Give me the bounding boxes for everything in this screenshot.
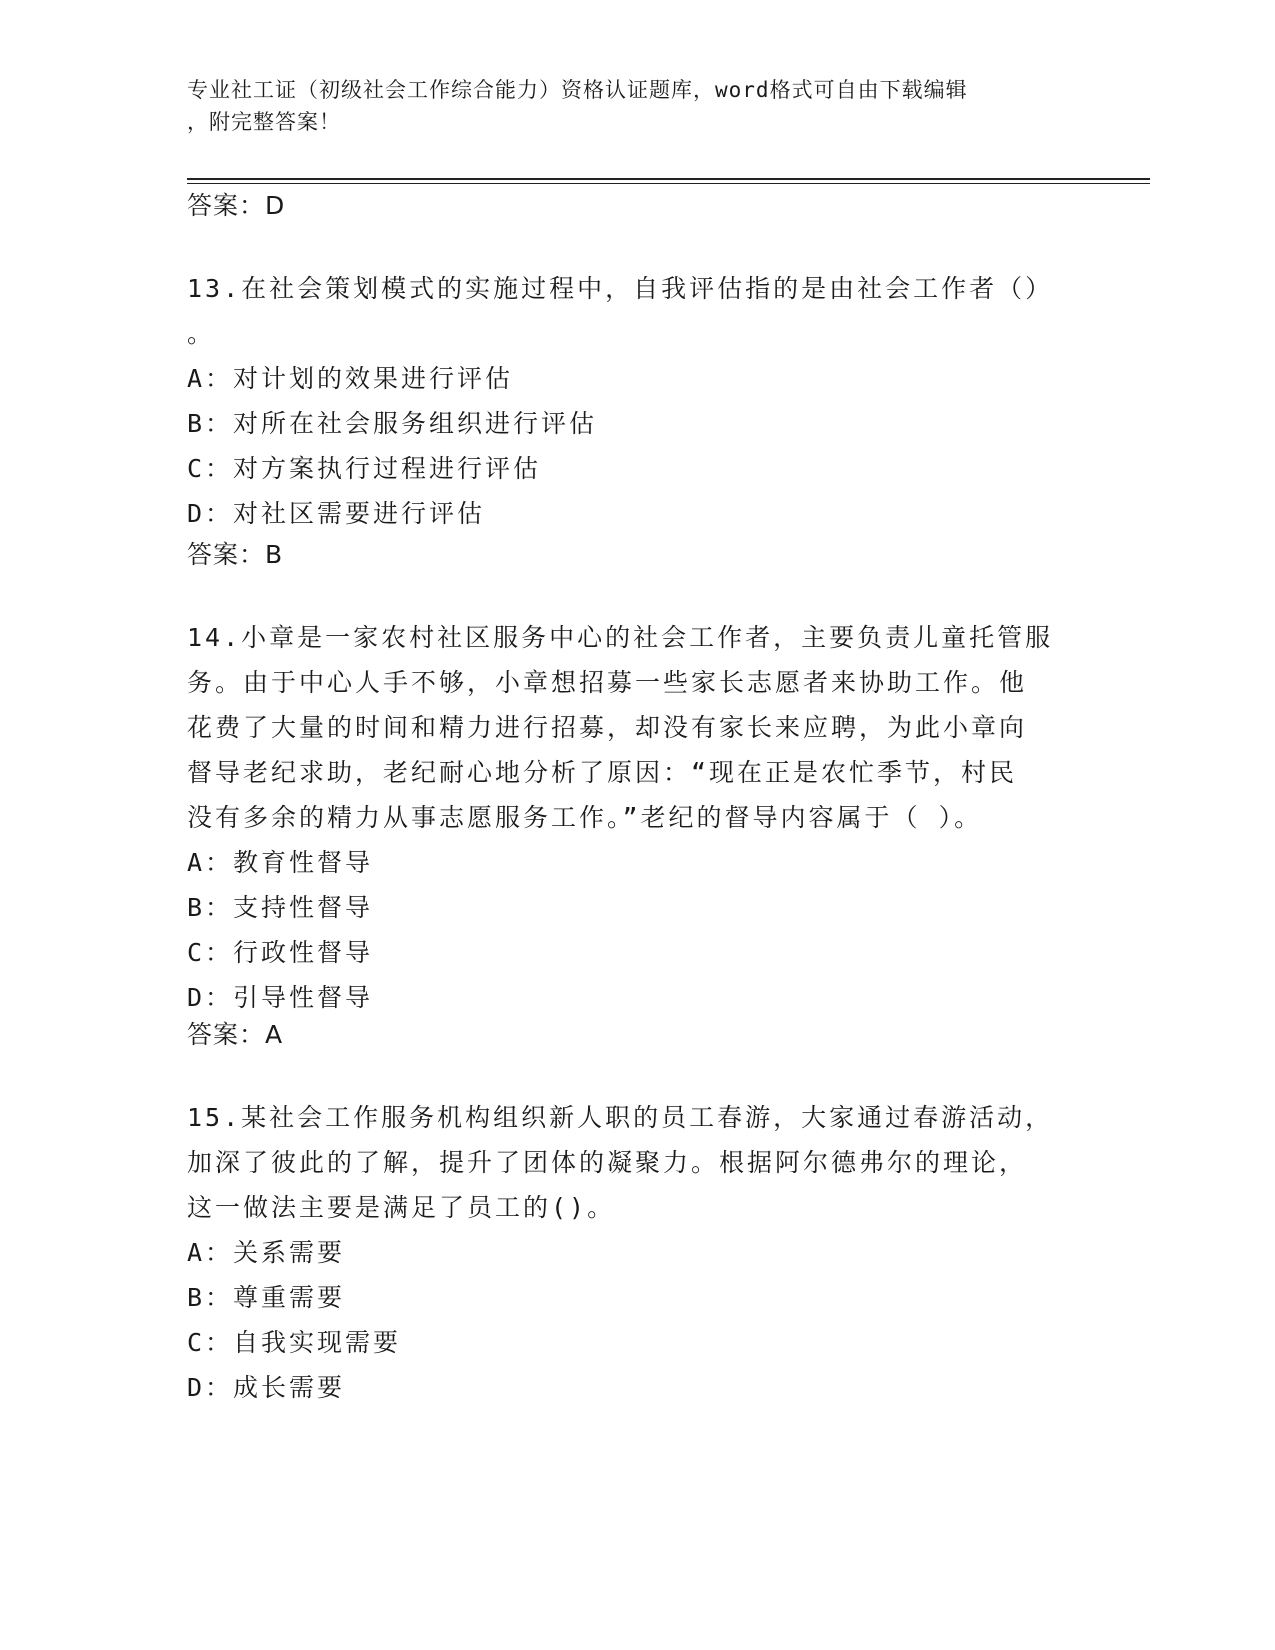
question-13 [187, 266, 1087, 536]
option-15-b: B：尊重需要 [187, 1283, 346, 1312]
option-13-a: A：对计划的效果进行评估 [187, 364, 514, 393]
document-header [187, 74, 1067, 138]
question-13-line-2: 。 [187, 319, 216, 348]
answer-12: 答案：D [187, 191, 286, 220]
option-14-d: D：引导性督导 [187, 983, 374, 1012]
question-14 [187, 615, 1087, 1020]
question-14-line-5: 没有多余的精力从事志愿服务工作。”老纪的督导内容属于（ ）。 [187, 803, 983, 832]
question-14-line-4: 督导老纪求助，老纪耐心地分析了原因：“现在正是农忙季节，村民 [187, 758, 1018, 787]
question-14-line-3: 花费了大量的时间和精力进行招募，却没有家长来应聘，为此小章向 [187, 713, 1028, 742]
question-15-line-1: 15.某社会工作服务机构组织新人职的员工春游，大家通过春游活动， [187, 1103, 1054, 1132]
question-14-line-2: 务。由于中心人手不够，小章想招募一些家长志愿者来协助工作。他 [187, 668, 1028, 697]
question-15 [187, 1095, 1087, 1410]
option-13-d: D：对社区需要进行评估 [187, 499, 486, 528]
question-14-line-1: 14.小章是一家农村社区服务中心的社会工作者，主要负责儿童托管服 [187, 623, 1054, 652]
option-15-c: C：自我实现需要 [187, 1328, 402, 1357]
header-line-2: ，附完整答案！ [187, 110, 341, 134]
option-14-c: C：行政性督导 [187, 938, 374, 967]
option-15-d: D：成长需要 [187, 1373, 346, 1402]
question-15-line-2: 加深了彼此的了解，提升了团体的凝聚力。根据阿尔德弗尔的理论， [187, 1148, 1028, 1177]
answer-14: 答案：A [187, 1020, 284, 1049]
option-14-a: A：教育性督导 [187, 848, 374, 877]
option-15-a: A：关系需要 [187, 1238, 346, 1267]
header-line-1: 专业社工证（初级社会工作综合能力）资格认证题库，word格式可自由下载编辑 [187, 78, 968, 102]
question-15-line-3: 这一做法主要是满足了员工的()。 [187, 1193, 616, 1222]
header-divider-thin [187, 183, 1150, 184]
option-14-b: B：支持性督导 [187, 893, 374, 922]
header-divider [187, 178, 1150, 180]
question-13-line-1: 13.在社会策划模式的实施过程中，自我评估指的是由社会工作者（） [187, 274, 1054, 303]
option-13-b: B：对所在社会服务组织进行评估 [187, 409, 598, 438]
answer-13: 答案：B [187, 540, 284, 569]
option-13-c: C：对方案执行过程进行评估 [187, 454, 542, 483]
